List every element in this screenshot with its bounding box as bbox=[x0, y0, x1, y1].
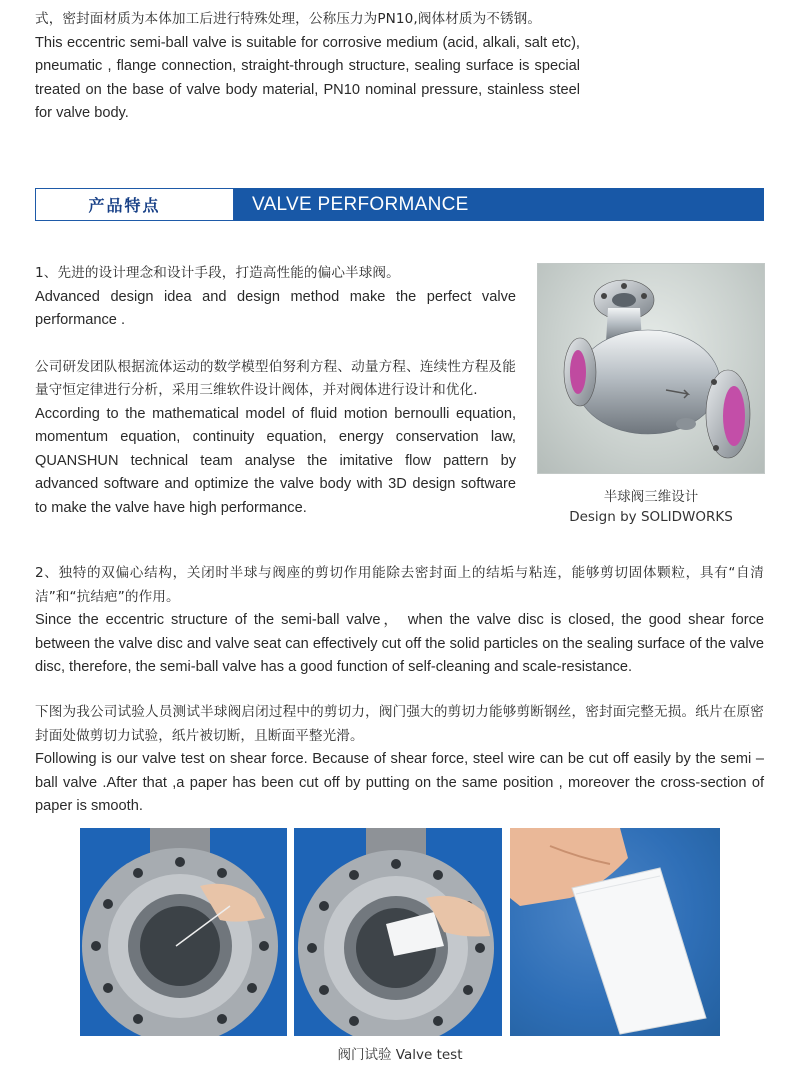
point1-title-en: Advanced design idea and design method make the perfect valve performance . bbox=[35, 288, 516, 329]
photos-caption: 阀门试验 Valve test bbox=[337, 1047, 463, 1063]
valve-test-photo-paper bbox=[294, 828, 502, 1036]
valve-test-photo-cut-paper bbox=[510, 828, 720, 1036]
point1-body-en: According to the mathematical model of fluid motion bernoulli equation, momentum equation, continuity equation, energy conservation law, QUANSHUN technical team analyse the imitative flow pattern by advanced software and optimize the valve body with 3D design software to make the valve have high performance. bbox=[35, 405, 516, 517]
figure1-caption-en: Design by SOLIDWORKS bbox=[569, 509, 733, 525]
valve-test-photo-wire bbox=[80, 828, 287, 1036]
intro-en: This eccentric semi-ball valve is suitable for corrosive medium (acid, alkali, salt etc), pneumatic , flange connection, straight-through structure, sealing surface is special treated on the base of valve body material, PN10 nominal pressure, stainless steel for valve body. bbox=[35, 34, 580, 122]
intro-zh: 式，密封面材质为本体加工后进行特殊处理，公称压力为PN10,阀体材质为不锈钢。 bbox=[35, 11, 542, 27]
figure1-caption-zh: 半球阀三维设计 bbox=[603, 489, 699, 505]
point2-en: Since the eccentric structure of the semi-ball valve， when the valve disc is closed, the good shear force between the valve disc and valve seat can effectively cut off the solid particles on the sealing surface of the valve disc, therefore, the semi-ball valve has a good function of self-cleaning and scale-resistance. bbox=[35, 612, 764, 676]
valve-flange-paper-illustration bbox=[294, 828, 502, 1036]
test-description-en: Following is our valve test on shear force. Because of shear force, steel wire can be cut off easily by the semi –ball valve .After that ,a paper has been cut off by putting on the same position , moreover the cross-section of paper is smooth. bbox=[35, 751, 764, 815]
performance-point-1 bbox=[35, 262, 516, 521]
figure1-caption bbox=[537, 487, 765, 527]
point2-zh: 2、独特的双偏心结构，关闭时半球与阀座的剪切作用能除去密封面上的结垢与粘连，能够剪切固体颗粒，具有“自清洁”和“抗结疤”的作用。 bbox=[35, 565, 764, 605]
valve-test-description bbox=[35, 701, 764, 819]
point1-body-zh: 公司研发团队根据流体运动的数学模型伯努利方程、动量方程、连续性方程及能量守恒定律进行分析，采用三维软件设计阀体，并对阀体进行设计和优化. bbox=[35, 358, 516, 399]
section-title-en: VALVE PERFORMANCE bbox=[234, 188, 764, 221]
valve-3d-illustration bbox=[538, 264, 765, 474]
intro-text bbox=[35, 8, 580, 126]
section-header bbox=[35, 188, 764, 221]
point1-title-zh: 1、先进的设计理念和设计手段，打造高性能的偏心半球阀。 bbox=[35, 265, 400, 281]
cut-paper-hand-illustration bbox=[510, 828, 720, 1036]
performance-point-2 bbox=[35, 562, 764, 680]
valve-3d-render-image bbox=[537, 263, 765, 474]
valve-flange-wire-illustration bbox=[80, 828, 287, 1036]
test-description-zh: 下图为我公司试验人员测试半球阀启闭过程中的剪切力，阀门强大的剪切力能够剪断钢丝，密封面完整无损。纸片在原密封面处做剪切力试验，纸片被切断，且断面平整光滑。 bbox=[35, 704, 764, 744]
section-title-zh: 产品特点 bbox=[35, 188, 234, 221]
